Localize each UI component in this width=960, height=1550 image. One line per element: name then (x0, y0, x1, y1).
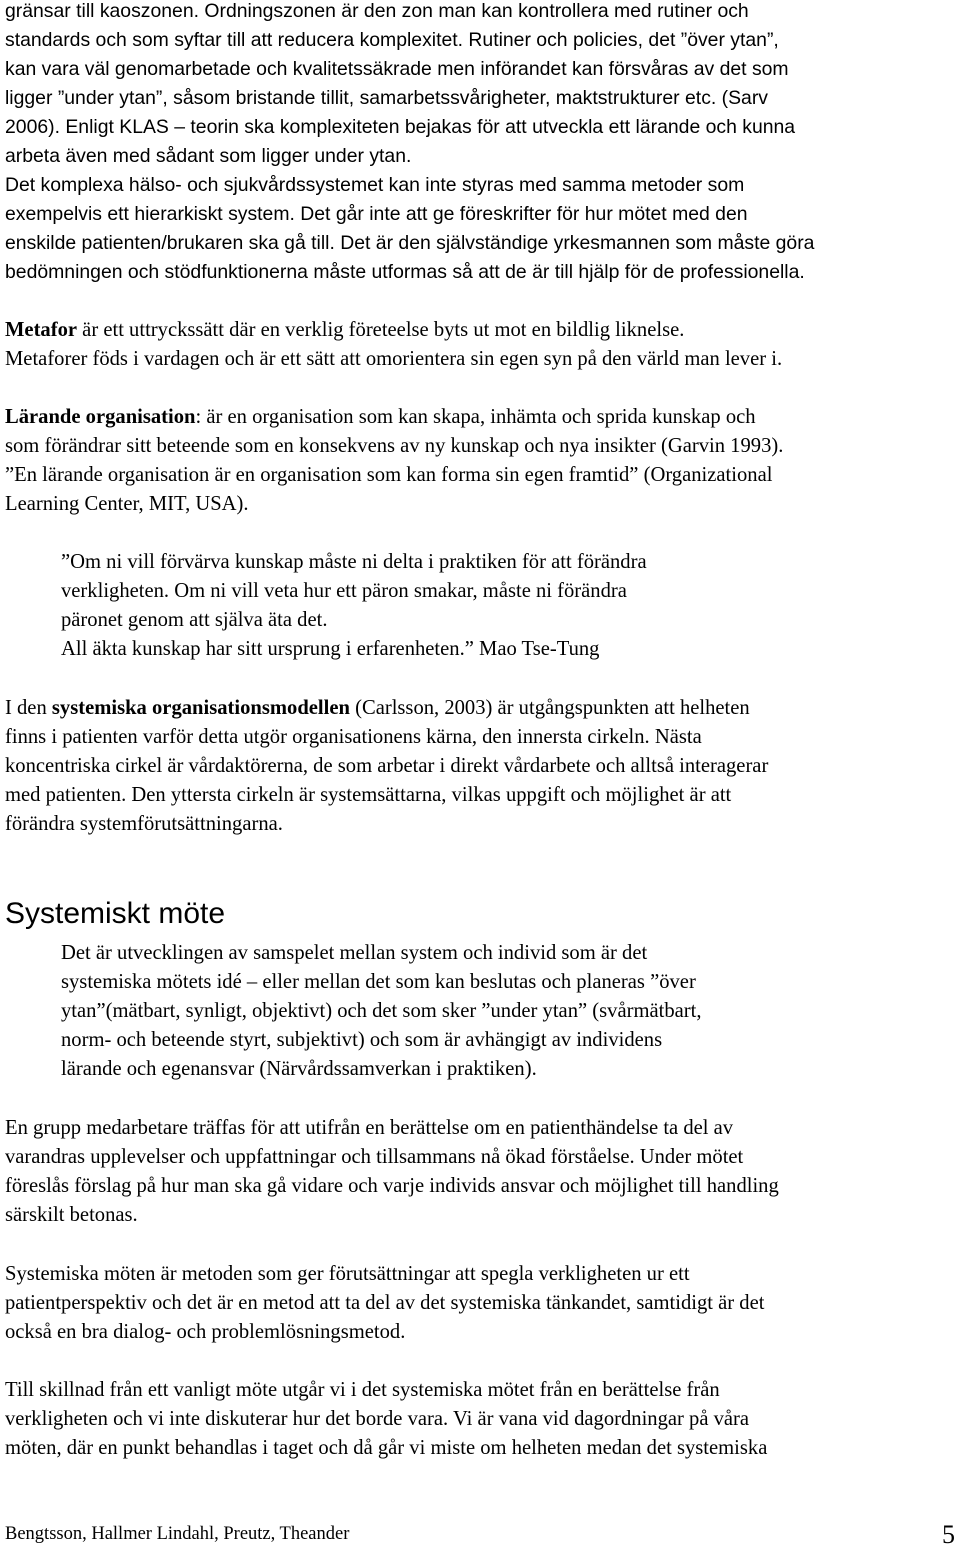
text-line: All äkta kunskap har sitt ursprung i erfarenheten.” Mao Tse-Tung (61, 638, 600, 660)
term-metafor: Metafor (5, 319, 78, 341)
text-line: verkligheten och vi inte diskuterar hur det borde vara. Vi är vana vid dagordningar på våra (5, 1408, 750, 1430)
text-fragment: (Carlsson, 2003) är utgångspunkten att helheten (349, 697, 750, 719)
text-line: finns i patienten varför detta utgör organisationens kärna, den innersta cirkeln. Nästa (5, 726, 702, 748)
definition-block (61, 939, 954, 1084)
paragraph-metod (5, 1260, 954, 1347)
text-line: 2006). Enligt KLAS – teorin ska komplexiteten bejakas för att utveckla ett lärande och kunna (5, 116, 796, 138)
text-line: päronet genom att själva äta det. (61, 609, 328, 631)
text-line: verkligheten. Om ni vill veta hur ett päron smakar, måste ni förändra (61, 580, 627, 602)
text-line: Till skillnad från ett vanligt möte utgår vi i det systemiska mötet från en berättelse från (5, 1379, 720, 1401)
page-number: 5 (942, 1520, 955, 1549)
text-fragment: är ett uttryckssätt där en verklig företeelse byts ut mot en bildlig liknelse. (77, 319, 685, 341)
text-line: lärande och egenansvar (Närvårdssamverkan i praktiken). (61, 1058, 537, 1080)
paragraph-ordningszon (5, 0, 954, 287)
section-heading: Systemiskt möte (5, 897, 226, 930)
text-line: kan vara väl genomarbetade och kvalitetssäkrade men införandet kan försvåras av det som (5, 58, 789, 80)
text-line: med patienten. Den yttersta cirkeln är systemsättarna, vilkas uppgift och möjlighet är att (5, 784, 732, 806)
paragraph-larande-organisation (5, 403, 954, 519)
text-line: ligger ”under ytan”, såsom bristande tillit, samarbetssvårigheter, maktstrukturer etc. (Sarv (5, 87, 768, 109)
text-line: standards och som syftar till att reducera komplexitet. Rutiner och policies, det ”över ytan”, (5, 29, 779, 51)
text-line: också en bra dialog- och problemlösningsmetod. (5, 1321, 406, 1343)
text-line: En grupp medarbetare träffas för att utifrån en berättelse om en patienthändelse ta del av (5, 1117, 734, 1139)
text-line: koncentriska cirkel är vårdaktörerna, de som arbetar i direkt vårdarbete och alltså interagerar (5, 755, 769, 777)
text-line: som förändrar sitt beteende som en konsekvens av ny kunskap och nya insikter (Garvin 1993). (5, 435, 784, 457)
text-fragment: : är en organisation som kan skapa, inhämta och sprida kunskap och (195, 406, 756, 428)
term-larande-organisation: Lärande organisation (5, 406, 196, 428)
paragraph-grupp (5, 1114, 954, 1230)
text-line (5, 316, 954, 345)
term-systemiska-organisationsmodellen: systemiska organisationsmodellen (51, 697, 350, 719)
text-line: föreslås förslag på hur man ska gå vidare och varje individs ansvar och möjlighet till handling (5, 1175, 779, 1197)
text-line: Det är utvecklingen av samspelet mellan system och individ som är det (61, 942, 648, 964)
paragraph-metafor (5, 316, 954, 374)
text-line: Det komplexa hälso- och sjukvårdssystemet kan inte styras med samma metoder som (5, 174, 745, 196)
text-line: enskilde patienten/brukaren ska gå till. Det är den självständige yrkesmannen som måste göra (5, 232, 815, 254)
footer-authors: Bengtsson, Hallmer Lindahl, Preutz, Theander (5, 1524, 350, 1544)
text-line: patientperspektiv och det är en metod att ta del av det systemiska tänkandet, samtidigt är det (5, 1292, 765, 1314)
text-line (5, 403, 954, 432)
text-fragment: I den (5, 697, 52, 719)
text-line: särskilt betonas. (5, 1204, 138, 1226)
text-line: Learning Center, MIT, USA). (5, 493, 249, 515)
text-line: ”En lärande organisation är en organisation som kan forma sin egen framtid” (Organizational (5, 464, 773, 486)
paragraph-skillnad (5, 1376, 954, 1463)
text-line: ”Om ni vill förvärva kunskap måste ni delta i praktiken för att förändra (61, 551, 647, 573)
text-line (5, 694, 954, 723)
text-line: varandras upplevelser och uppfattningar och tillsammans nå ökad förståelse. Under mötet (5, 1146, 744, 1168)
text-line: bedömningen och stödfunktionerna måste utformas så att de är till hjälp för de professionella. (5, 261, 805, 283)
text-line: exempelvis ett hierarkiskt system. Det går inte att ge föreskrifter för hur mötet med den (5, 203, 748, 225)
text-line: ytan”(mätbart, synligt, objektivt) och det som sker ”under ytan” (svårmätbart, (61, 1000, 702, 1022)
text-line: systemiska mötets idé – eller mellan det som kan beslutas och planeras ”över (61, 971, 696, 993)
text-line: norm- och beteende styrt, subjektivt) och som är avhängigt av individens (61, 1029, 663, 1051)
text-line: förändra systemförutsättningarna. (5, 813, 283, 835)
text-line: Metaforer föds i vardagen och är ett sätt att omorientera sin egen syn på den värld man lever i. (5, 348, 783, 370)
text-line: möten, där en punkt behandlas i taget och då går vi miste om helheten medan det systemiska (5, 1437, 768, 1459)
text-line: Systemiska möten är metoden som ger förutsättningar att spegla verkligheten ur ett (5, 1263, 690, 1285)
quote-block (61, 548, 954, 664)
text-line: gränsar till kaoszonen. Ordningszonen är den zon man kan kontrollera med rutiner och (5, 0, 749, 22)
paragraph-systemisk-modell (5, 694, 954, 839)
text-line: arbeta även med sådant som ligger under ytan. (5, 145, 412, 167)
